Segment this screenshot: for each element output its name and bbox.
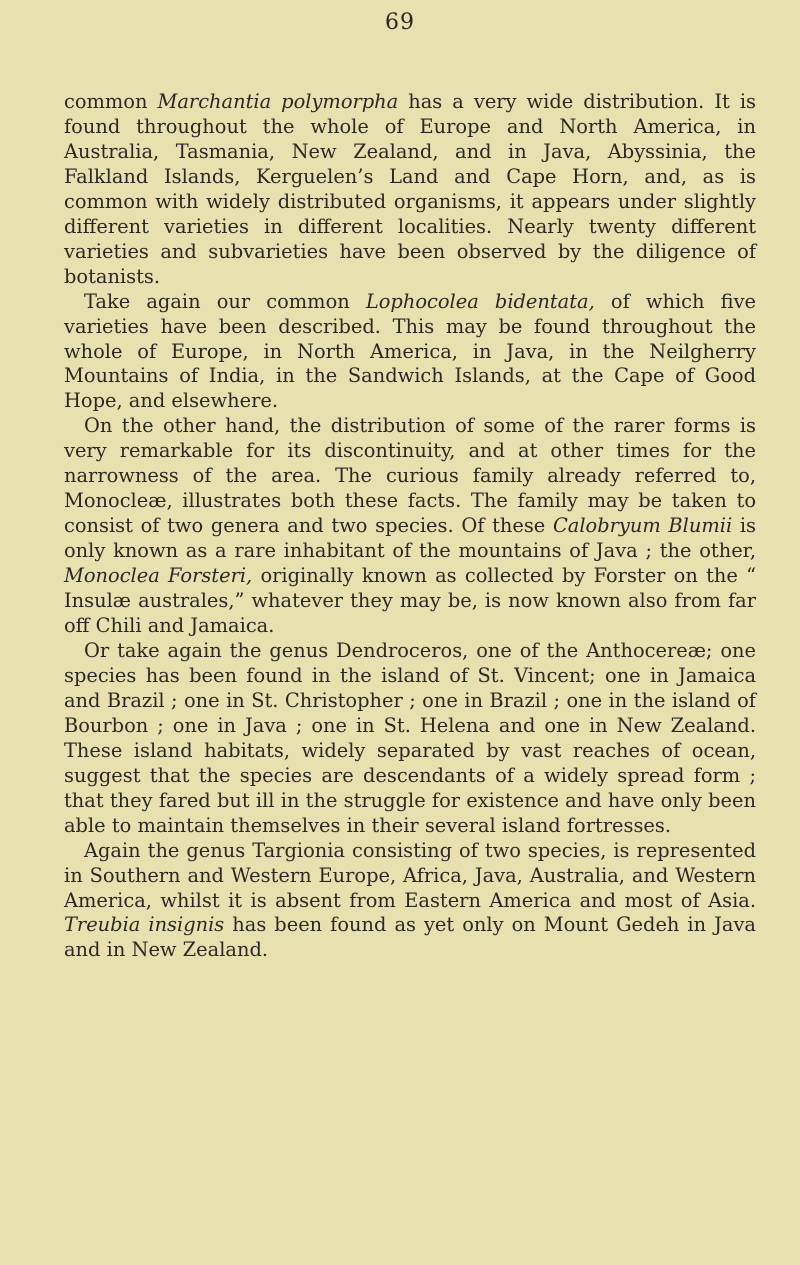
- paragraph: [64, 639, 756, 839]
- species-name: Lophocolea bidentata,: [365, 289, 595, 313]
- species-name: Marchantia polymorpha: [157, 90, 399, 113]
- species-name: Calobryum Blumii: [552, 514, 733, 538]
- body-text: [64, 90, 756, 963]
- text-segment: On the other hand, the distribution of some of the rarer forms is very remarkable for its discontinuity, and at other times for the narrowness of the area. The curious family already referred to, Monocleæ, illustrates both these facts. The family may be taken to consist of two genera and two species. Of these: [64, 414, 756, 538]
- paragraph: [64, 414, 756, 639]
- paragraph: [64, 290, 756, 415]
- species-name: Treubia insignis: [64, 913, 225, 937]
- page-number: 69: [385, 10, 415, 35]
- species-name: Monoclea Forsteri,: [64, 564, 253, 588]
- text-segment: is only known as a rare inhabitant of the mountains of Java ; the other,: [64, 514, 756, 563]
- text-segment: Take again our common: [84, 289, 366, 313]
- text-segment: Again the genus Targionia consisting of two species, is represented in Southern and Western Europe, Africa, Java, Australia, and Western America, whilst it is absent from Eastern America and most of Asia.: [64, 838, 756, 912]
- text-segment: Or take again the genus Dendroceros, one of the Anthocereæ; one species has been found in the island of St. Vincent; one in Jamaica and Brazil ; one in St. Christopher ; one in Brazil ; one in the island of Bourbon ; one in Java ; one in St. Helena and one in New Zealand. These island habitats, widely separated by vast reaches of ocean, suggest that the species are descendants of a widely spread form ; that they fared but ill in the struggle for existence and have only been able to maintain themselves in their several island fortresses.: [64, 638, 756, 837]
- text-segment: has been found as yet only on Mount Gedeh in Java and in New Zealand.: [64, 913, 756, 962]
- text-segment: of which five varieties have been described. This may be found throughout the whole of Europe, in North America, in Java, in the Neilgherry Mountains of India, in the Sandwich Islands, at the Cape of Good Hope, and elsewhere.: [64, 289, 757, 413]
- text-segment: has a very wide distribution. It is found throughout the whole of Europe and North America, in Australia, Tasmania, New Zealand, and in Java, Abyssinia, the Falkland Islands, Kerguelen’s Land and Cape Horn, and, as is common with widely distributed organisms, it appears under slightly different varieties in different localities. Nearly twenty different varieties and subvarieties have been observed by the diligence of botanists.: [64, 90, 756, 288]
- text-segment: originally known as collected by Forster on the “ Insulæ australes,” whatever they may be, is now known also from far off Chili and Jamaica.: [64, 564, 756, 638]
- paragraph: [64, 839, 756, 964]
- text-segment: common: [64, 90, 158, 113]
- paragraph: [64, 90, 756, 290]
